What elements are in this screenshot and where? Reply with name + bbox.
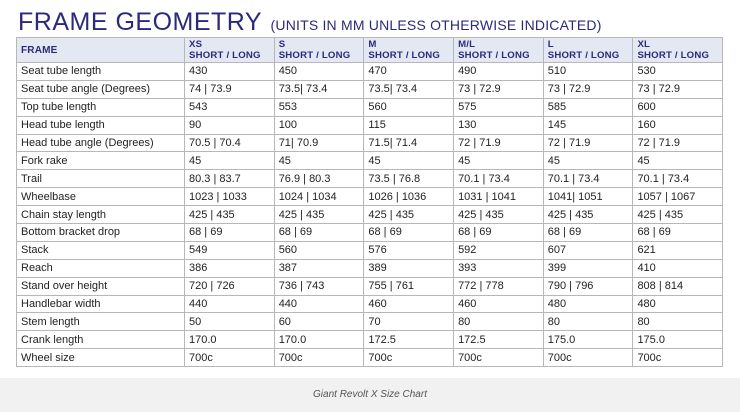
row-label: Crank length (17, 331, 185, 349)
column-size: S (278, 39, 286, 50)
table-cell: 73 | 72.9 (454, 80, 544, 98)
header-row (17, 38, 723, 63)
table-cell: 68 | 69 (364, 224, 454, 242)
table-row (17, 331, 723, 349)
row-label: Fork rake (17, 152, 185, 170)
column-subheader: SHORT / LONG (637, 50, 710, 61)
row-label: Reach (17, 259, 185, 277)
table-row (17, 277, 723, 295)
column-size: XS (189, 39, 203, 50)
table-cell: 440 (274, 295, 364, 313)
column-size: XL (637, 39, 651, 50)
table-cell: 76.9 | 80.3 (274, 170, 364, 188)
column-subheader: SHORT / LONG (547, 50, 620, 61)
table-cell: 68 | 69 (543, 224, 633, 242)
table-cell: 115 (364, 116, 454, 134)
table-row (17, 80, 723, 98)
table-cell: 170.0 (274, 331, 364, 349)
table-row (17, 63, 723, 81)
column-subheader: SHORT / LONG (189, 50, 261, 61)
table-cell: 393 (454, 259, 544, 277)
table-body (17, 63, 723, 367)
table-cell: 387 (274, 259, 364, 277)
row-label: Stack (17, 241, 185, 259)
table-cell: 470 (364, 63, 454, 81)
table-row (17, 170, 723, 188)
geometry-table (16, 37, 723, 367)
table-row (17, 206, 723, 224)
table-cell: 70.1 | 73.4 (543, 170, 633, 188)
table-cell: 450 (274, 63, 364, 81)
table-cell: 607 (543, 241, 633, 259)
row-label: Head tube length (17, 116, 185, 134)
table-cell: 490 (454, 63, 544, 81)
table-cell: 736 | 743 (274, 277, 364, 295)
table-cell: 68 | 69 (185, 224, 275, 242)
table-cell: 460 (364, 295, 454, 313)
table-cell: 549 (185, 241, 275, 259)
table-cell: 73.5| 73.4 (274, 80, 364, 98)
table-cell: 425 | 435 (543, 206, 633, 224)
table-cell: 576 (364, 241, 454, 259)
table-cell: 170.0 (185, 331, 275, 349)
column-subheader: SHORT / LONG (368, 50, 441, 61)
row-label: Stem length (17, 313, 185, 331)
table-cell: 425 | 435 (364, 206, 454, 224)
table-cell: 175.0 (633, 331, 723, 349)
table-row (17, 188, 723, 206)
image-caption: Giant Revolt X Size Chart (313, 389, 427, 400)
row-label: Head tube angle (Degrees) (17, 134, 185, 152)
table-cell: 68 | 69 (454, 224, 544, 242)
table-row (17, 116, 723, 134)
table-cell: 700c (633, 349, 723, 367)
table-cell: 585 (543, 98, 633, 116)
table-cell: 410 (633, 259, 723, 277)
table-cell: 425 | 435 (185, 206, 275, 224)
table-cell: 425 | 435 (274, 206, 364, 224)
table-cell: 1031 | 1041 (454, 188, 544, 206)
table-cell: 70.5 | 70.4 (185, 134, 275, 152)
table-cell: 700c (543, 349, 633, 367)
page-title (18, 8, 602, 37)
row-label: Bottom bracket drop (17, 224, 185, 242)
table-cell: 71.5| 71.4 (364, 134, 454, 152)
row-label: Wheelbase (17, 188, 185, 206)
table-cell: 386 (185, 259, 275, 277)
table-cell: 440 (185, 295, 275, 313)
table-cell: 480 (543, 295, 633, 313)
table-cell: 73.5 | 76.8 (364, 170, 454, 188)
table-row (17, 98, 723, 116)
table-cell: 600 (633, 98, 723, 116)
table-cell: 808 | 814 (633, 277, 723, 295)
column-header (543, 38, 633, 63)
column-header (274, 38, 364, 63)
column-header (185, 38, 275, 63)
table-cell: 772 | 778 (454, 277, 544, 295)
table-cell: 45 (454, 152, 544, 170)
column-header (454, 38, 544, 63)
table-cell: 72 | 71.9 (633, 134, 723, 152)
table-cell: 72 | 71.9 (543, 134, 633, 152)
table-cell: 1041| 1051 (543, 188, 633, 206)
table-cell: 45 (185, 152, 275, 170)
column-subheader: SHORT / LONG (458, 50, 530, 61)
table-cell: 430 (185, 63, 275, 81)
table-cell: 45 (274, 152, 364, 170)
table-cell: 70.1 | 73.4 (454, 170, 544, 188)
table-cell: 720 | 726 (185, 277, 275, 295)
table-row (17, 313, 723, 331)
row-label: Stand over height (17, 277, 185, 295)
table-cell: 553 (274, 98, 364, 116)
table-cell: 1024 | 1034 (274, 188, 364, 206)
table-cell: 73.5| 73.4 (364, 80, 454, 98)
table-cell: 425 | 435 (633, 206, 723, 224)
row-label: Chain stay length (17, 206, 185, 224)
table-cell: 700c (454, 349, 544, 367)
table-cell: 72 | 71.9 (454, 134, 544, 152)
table-cell: 145 (543, 116, 633, 134)
table-cell: 425 | 435 (454, 206, 544, 224)
table-cell: 480 (633, 295, 723, 313)
table-cell: 73 | 72.9 (543, 80, 633, 98)
column-size: M/L (458, 39, 476, 50)
table-cell: 74 | 73.9 (185, 80, 275, 98)
row-label: Seat tube length (17, 63, 185, 81)
table-cell: 73 | 72.9 (633, 80, 723, 98)
table-cell: 543 (185, 98, 275, 116)
row-label: Wheel size (17, 349, 185, 367)
table-cell: 790 | 796 (543, 277, 633, 295)
table-cell: 45 (364, 152, 454, 170)
table-cell: 68 | 69 (633, 224, 723, 242)
table-cell: 755 | 761 (364, 277, 454, 295)
title-subtitle: (UNITS IN MM UNLESS OTHERWISE INDICATED) (270, 17, 602, 33)
table-cell: 71| 70.9 (274, 134, 364, 152)
corner-header: FRAME (17, 38, 185, 63)
table-cell: 70.1 | 73.4 (633, 170, 723, 188)
table-cell: 130 (454, 116, 544, 134)
table-cell: 45 (633, 152, 723, 170)
table-cell: 100 (274, 116, 364, 134)
table-cell: 621 (633, 241, 723, 259)
table-cell: 1057 | 1067 (633, 188, 723, 206)
table-cell: 80 (543, 313, 633, 331)
table-cell: 530 (633, 63, 723, 81)
table-cell: 172.5 (454, 331, 544, 349)
row-label: Top tube length (17, 98, 185, 116)
table-row (17, 134, 723, 152)
row-label: Handlebar width (17, 295, 185, 313)
table-cell: 389 (364, 259, 454, 277)
table-cell: 80 (633, 313, 723, 331)
row-label: Seat tube angle (Degrees) (17, 80, 185, 98)
table-cell: 60 (274, 313, 364, 331)
table-cell: 575 (454, 98, 544, 116)
table-cell: 399 (543, 259, 633, 277)
table-cell: 700c (185, 349, 275, 367)
table-cell: 70 (364, 313, 454, 331)
table-row (17, 152, 723, 170)
title-main: FRAME GEOMETRY (18, 8, 263, 36)
table-cell: 560 (274, 241, 364, 259)
table-row (17, 259, 723, 277)
column-size: L (547, 39, 554, 50)
table-cell: 700c (274, 349, 364, 367)
table-cell: 68 | 69 (274, 224, 364, 242)
table-row (17, 349, 723, 367)
column-header (633, 38, 723, 63)
table-cell: 50 (185, 313, 275, 331)
column-size: M (368, 39, 377, 50)
table-cell: 1023 | 1033 (185, 188, 275, 206)
table-cell: 175.0 (543, 331, 633, 349)
table-cell: 700c (364, 349, 454, 367)
table-cell: 510 (543, 63, 633, 81)
row-label: Trail (17, 170, 185, 188)
table-cell: 592 (454, 241, 544, 259)
table-cell: 1026 | 1036 (364, 188, 454, 206)
column-subheader: SHORT / LONG (278, 50, 351, 61)
column-header (364, 38, 454, 63)
table-cell: 80.3 | 83.7 (185, 170, 275, 188)
table-cell: 160 (633, 116, 723, 134)
table-cell: 172.5 (364, 331, 454, 349)
table-cell: 90 (185, 116, 275, 134)
table-cell: 460 (454, 295, 544, 313)
table-cell: 45 (543, 152, 633, 170)
table-cell: 560 (364, 98, 454, 116)
table-row (17, 295, 723, 313)
table-row (17, 224, 723, 242)
table-row (17, 241, 723, 259)
table-cell: 80 (454, 313, 544, 331)
